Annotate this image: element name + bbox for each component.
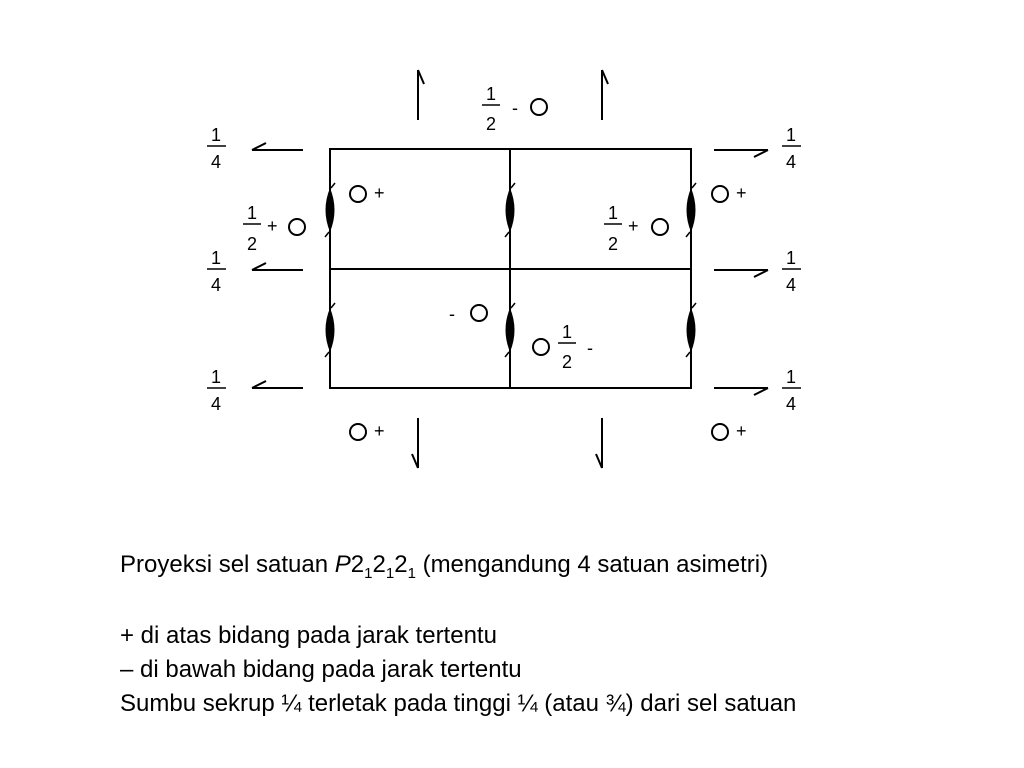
svg-text:+: + bbox=[736, 183, 747, 203]
caption-block bbox=[120, 548, 796, 721]
svg-text:-: - bbox=[587, 338, 593, 358]
half-arrow-down bbox=[596, 418, 602, 468]
atom-half-minus-top bbox=[482, 84, 547, 134]
svg-text:4: 4 bbox=[785, 275, 797, 295]
fraction-quarter bbox=[782, 125, 801, 172]
fraction-quarter bbox=[207, 367, 226, 414]
atom-half-plus bbox=[604, 203, 668, 254]
space-group-letter: P bbox=[334, 551, 351, 578]
svg-text:1: 1 bbox=[785, 125, 797, 145]
caption-minus-line: – di bawah bidang pada jarak tertentu bbox=[120, 656, 522, 683]
atom-half-minus bbox=[533, 322, 593, 372]
right-quarter-labels bbox=[782, 125, 801, 414]
half-arrow-left bbox=[252, 381, 303, 388]
screw-axis-symbol bbox=[325, 303, 335, 357]
svg-text:1: 1 bbox=[561, 322, 573, 342]
fraction-quarter bbox=[207, 125, 226, 172]
fraction-quarter bbox=[207, 248, 226, 295]
half-arrow-right bbox=[714, 270, 768, 277]
atom-half-plus bbox=[243, 203, 305, 254]
screw-axis-symbol bbox=[505, 183, 515, 237]
atom-circle bbox=[350, 186, 366, 202]
half-arrow-right bbox=[714, 388, 768, 395]
svg-text:1: 1 bbox=[485, 84, 497, 104]
svg-text:2: 2 bbox=[485, 114, 497, 134]
atom-circle bbox=[531, 99, 547, 115]
svg-text:4: 4 bbox=[785, 394, 797, 414]
fraction-quarter bbox=[782, 367, 801, 414]
svg-text:4: 4 bbox=[210, 394, 222, 414]
screw-axis-symbol bbox=[686, 183, 696, 237]
svg-text:4: 4 bbox=[210, 152, 222, 172]
svg-text:4: 4 bbox=[785, 152, 797, 172]
caption-plus-line: + di atas bidang pada jarak tertentu bbox=[120, 622, 497, 649]
atom-plus bbox=[712, 183, 747, 203]
svg-text:1: 1 bbox=[785, 367, 797, 387]
svg-text:+: + bbox=[628, 216, 639, 236]
atom-minus bbox=[449, 304, 487, 324]
atom-circle bbox=[350, 424, 366, 440]
svg-text:2: 2 bbox=[246, 234, 258, 254]
svg-text:+: + bbox=[374, 183, 385, 203]
caption-screw-line: Sumbu sekrup ¼ terletak pada tinggi ¼ (atau ¾) dari sel satuan bbox=[120, 690, 797, 717]
atom-circle bbox=[712, 424, 728, 440]
atom-circle bbox=[533, 339, 549, 355]
svg-text:1: 1 bbox=[785, 248, 797, 268]
half-arrow-down bbox=[412, 418, 418, 468]
half-arrow-right bbox=[714, 150, 768, 157]
svg-text:1: 1 bbox=[210, 125, 222, 145]
left-quarter-labels bbox=[207, 125, 226, 414]
svg-text:+: + bbox=[267, 216, 278, 236]
atom-circle bbox=[289, 219, 305, 235]
svg-text:-: - bbox=[449, 304, 455, 324]
svg-text:+: + bbox=[736, 421, 747, 441]
left-screw-arrows bbox=[252, 143, 303, 388]
fraction-quarter bbox=[782, 248, 801, 295]
atom-circle bbox=[652, 219, 668, 235]
svg-text:+: + bbox=[374, 421, 385, 441]
half-arrow-left bbox=[252, 143, 303, 150]
atom-circle bbox=[712, 186, 728, 202]
atom-plus bbox=[350, 421, 385, 441]
screw-axis-symbol bbox=[325, 183, 335, 237]
half-arrow-up bbox=[602, 70, 608, 120]
svg-text:1: 1 bbox=[210, 248, 222, 268]
caption-title: Proyeksi sel satuan $P2_12_12_1$ (mengandung 4 satuan asimetri) bbox=[120, 551, 769, 582]
half-arrow-left bbox=[252, 263, 303, 270]
svg-text:2: 2 bbox=[607, 234, 619, 254]
atom-circle bbox=[471, 305, 487, 321]
svg-text:1: 1 bbox=[607, 203, 619, 223]
svg-text:1: 1 bbox=[210, 367, 222, 387]
svg-text:2: 2 bbox=[561, 352, 573, 372]
screw-axis-symbol bbox=[686, 303, 696, 357]
svg-text:4: 4 bbox=[210, 275, 222, 295]
atom-plus bbox=[712, 421, 747, 441]
half-arrow-up bbox=[418, 70, 424, 120]
svg-text:-: - bbox=[512, 98, 518, 118]
atom-plus bbox=[350, 183, 385, 203]
svg-text:1: 1 bbox=[246, 203, 258, 223]
screw-axis-symbol bbox=[505, 303, 515, 357]
